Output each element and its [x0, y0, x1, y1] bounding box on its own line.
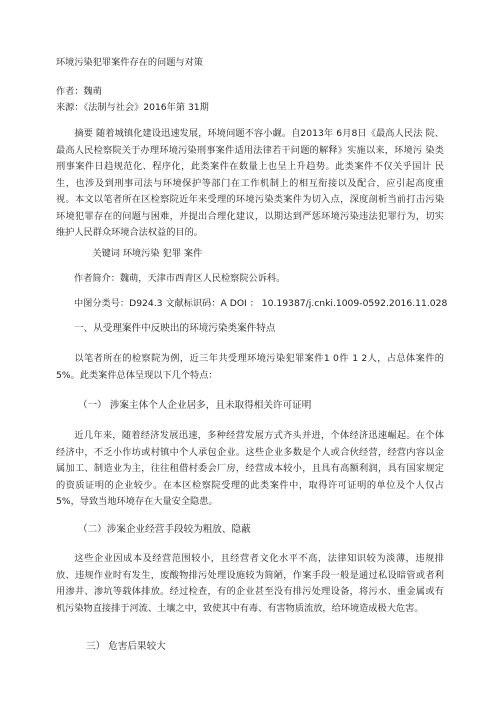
subsection-2-heading: （二）涉案企业经营手段较为粗放、隐蔽 [78, 524, 251, 535]
abstract-paragraph: 摘要 随着城镇化建设迅速发展，环境问题不容小觑。自2013年 6月8日《最高人民法 院、最高人民检察院关于办理环境污染刑事案件适用法律若干问题的解释》实施以来，环境污 染类刑事案件日趋规范化、程序化，此类案件在数量上也呈上升趋势。此类案件不仅关乎国计 民生，也涉及到刑事司法与环境保护等部门在工作机制上的相互衔接以及配合，应引起高度重 视。本文以笔者所在区检察院近年来受理的环境污染类案件为切入点，深度剖析当前打击污染 环境犯罪存在的问题与困难，并提出合理化建议，以期达到严惩环境污染违法犯罪行为，切实 维护人民群众环境合法权益的目的。 [56, 128, 444, 238]
subsection-3-heading: 三） 危害后果较大 [86, 641, 166, 652]
subsection-2-body: 这些企业因成本及经营范围较小，且经营者文化水平不高，法律知识较为淡薄，违规排 放、违规作业时有发生，废酸物排污处理设施较为简陋，作案手段一般是通过私设暗管或者利 用渗井、渗坑等载体排放。经过检查，有的企业甚至没有排污处理设备，将污水、重金属或有 机污染物直接排于河流、土壤之中，致使其中有毒、有害物质流放，给环境造成极大危害。 [56, 553, 444, 614]
subsection-1-body: 近几年来，随着经济发展迅速，多种经营发展方式齐头并进，个体经济迅速崛起。在个体 经济中，不乏小作坊或村镇中个人承包企业。这些企业多数是个人或合伙经营，经营内容以金 属加工、制造业为主，往往租借村委会厂房，经营成本较小，且具有高额利润，具有国家规定 的资质证明的企业较少。在本区检察院受理的此类案件中，取得许可证明的单位及个人仅占 5%，导致当地环境存在大量安全隐患。 [56, 430, 444, 507]
subsection-1-heading: （一） 涉案主体个人企业居多，且未取得相关许可证明 [78, 400, 312, 411]
section-1-intro: 以笔者所在的检察院为例，近三年共受理环境污染犯罪案件1 0件 1 2人，占总体案件的 5%。此类案件总体呈现以下几个特点： [56, 353, 444, 381]
author-line: 作者：魏萌 [56, 86, 102, 97]
classification-line: 中图分类号：D924.3 文献标识码：A DOI ： 10.19387/j.cnki.1009-0592.2016.11.028 [74, 298, 448, 309]
author-intro-line: 作者简介：魏萌，天津市西青区人民检察院公诉科。 [74, 273, 286, 284]
keywords-line: 关键词 环境污染 犯罪 案件 [92, 248, 203, 259]
section-1-heading: 一、从受理案件中反映出的环境污染类案件特点 [74, 323, 276, 334]
source-line: 来源：《法制与社会》2016年第 31期 [56, 102, 209, 113]
article-title: 环境污染犯罪案件存在的问题与对策 [56, 57, 203, 68]
